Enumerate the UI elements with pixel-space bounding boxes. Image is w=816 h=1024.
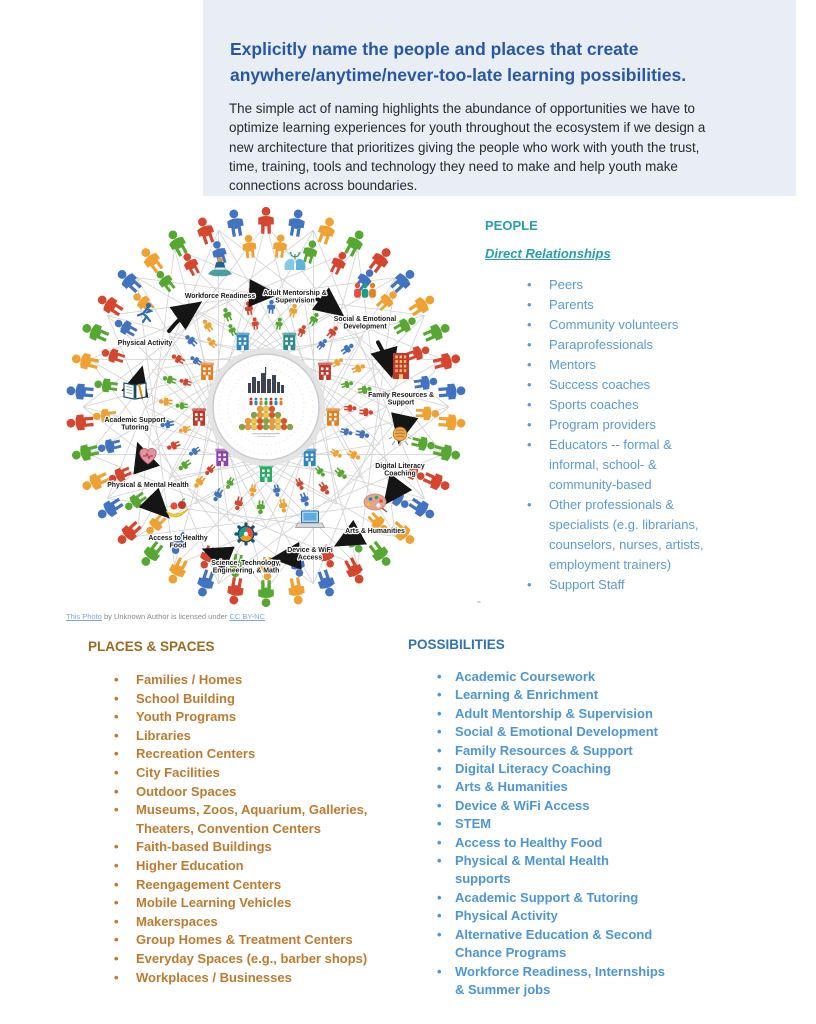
social-emotional-icon bbox=[354, 283, 376, 298]
list-item: • Sports coaches bbox=[521, 395, 711, 415]
station-label: Digital Literacy bbox=[375, 463, 425, 470]
list-item: • Makerspaces bbox=[108, 913, 370, 932]
adult-mentorship-icon bbox=[285, 252, 306, 270]
attribution-text: by Unknown Author is licensed under bbox=[101, 612, 230, 621]
direct-relationships-subheading: Direct Relationships bbox=[485, 246, 611, 261]
list-item: • STEM bbox=[431, 815, 667, 833]
list-item: • Recreation Centers bbox=[108, 745, 370, 764]
list-item: • Success coaches bbox=[521, 375, 711, 395]
ecosystem-diagram bbox=[34, 205, 484, 609]
station-label: Development bbox=[343, 323, 387, 331]
list-item: • Learning & Enrichment bbox=[431, 686, 667, 704]
stem-icon bbox=[235, 523, 258, 546]
list-item: • Arts & Humanities bbox=[431, 778, 667, 796]
places-list bbox=[108, 671, 370, 987]
people-list bbox=[521, 275, 711, 595]
list-item: • Support Staff bbox=[521, 575, 711, 595]
list-item: • Social & Emotional Development bbox=[431, 723, 667, 741]
list-item: • Physical Activity bbox=[431, 907, 667, 925]
list-item: • Reengagement Centers bbox=[108, 876, 370, 895]
license-link[interactable]: CC BY-NC bbox=[229, 612, 266, 621]
station-label: Coaching bbox=[384, 470, 416, 478]
list-item: • Digital Literacy Coaching bbox=[431, 760, 667, 778]
list-item: • Peers bbox=[521, 275, 711, 295]
possibilities-heading: POSSIBILITIES bbox=[408, 637, 505, 652]
list-item: • Mobile Learning Vehicles bbox=[108, 894, 370, 913]
list-item: • Parents bbox=[521, 295, 711, 315]
station-label: Physical & Mental Health bbox=[107, 482, 189, 489]
station-label: Adult Mentorship & bbox=[263, 290, 327, 297]
station-label: Academic Support bbox=[104, 417, 166, 424]
list-item: • Device & WiFi Access bbox=[431, 797, 667, 815]
station-label: Family Resources & bbox=[368, 392, 434, 399]
list-item: • Academic Coursework bbox=[431, 668, 667, 686]
station-label: Access bbox=[297, 554, 323, 562]
stray-dash-mark: - bbox=[477, 594, 481, 608]
list-item: • City Facilities bbox=[108, 764, 370, 783]
image-attribution bbox=[66, 612, 265, 621]
list-item: • Program providers bbox=[521, 415, 711, 435]
list-item: • Workforce Readiness, Internships & Summer jobs bbox=[431, 963, 667, 1000]
header-box bbox=[203, 0, 796, 196]
station-label: Device & WiFi bbox=[287, 547, 333, 554]
list-item: • Educators -- formal & informal, school- & community-based bbox=[521, 435, 711, 495]
station-label: Science, Technology, bbox=[211, 560, 281, 567]
list-item: • Other professionals & specialists (e.g. librarians, counselors, nurses, artists, employment trainers) bbox=[521, 495, 711, 575]
station-label: Supervision bbox=[275, 297, 315, 305]
list-item: • Higher Education bbox=[108, 857, 370, 876]
list-item: • Alternative Education & Second Chance Programs bbox=[431, 926, 667, 963]
workforce-readiness-icon bbox=[208, 257, 232, 276]
header-body-text: The simple act of naming highlights the abundance of opportunities we have to optimize learning experiences for youth throughout the ecosystem if we design a new architecture that prioritizes giving the people who work with youth the trust, time, training, tools and technology they need to make and help youth make connections across boundaries. bbox=[229, 101, 706, 194]
list-item: • Faith-based Buildings bbox=[108, 838, 370, 857]
people-heading: PEOPLE bbox=[485, 218, 538, 233]
possibilities-list bbox=[431, 668, 667, 999]
station-label: Food bbox=[169, 542, 187, 550]
list-item: • Museums, Zoos, Aquarium, Galleries, Theaters, Convention Centers bbox=[108, 801, 370, 838]
page-title: Explicitly name the people and places that create anywhere/anytime/never-too-late learning possibilities. bbox=[230, 39, 687, 85]
ecosystem-mandala-image bbox=[34, 205, 484, 609]
list-item: • Paraprofessionals bbox=[521, 335, 711, 355]
places-heading: PLACES & SPACES bbox=[88, 639, 215, 654]
list-item: • Academic Support & Tutoring bbox=[431, 889, 667, 907]
digital-literacy-icon bbox=[389, 427, 411, 446]
list-item: • Youth Programs bbox=[108, 708, 370, 727]
station-label: Engineering, & Math bbox=[212, 567, 280, 575]
list-item: • Everyday Spaces (e.g., barber shops) bbox=[108, 950, 370, 969]
station-label: Access to Healthy bbox=[148, 535, 208, 542]
station-label: Arts & Humanities bbox=[345, 528, 405, 535]
station-label: Tutoring bbox=[121, 424, 149, 432]
list-item: • Adult Mentorship & Supervision bbox=[431, 705, 667, 723]
station-label: Physical Activity bbox=[117, 340, 173, 347]
list-item: • Group Homes & Treatment Centers bbox=[108, 931, 370, 950]
station-label: Social & Emotional bbox=[333, 316, 397, 323]
list-item: • Community volunteers bbox=[521, 315, 711, 335]
list-item: • Outdoor Spaces bbox=[108, 783, 370, 802]
list-item: • School Building bbox=[108, 690, 370, 709]
list-item: • Physical & Mental Health supports bbox=[431, 852, 667, 889]
list-item: • Libraries bbox=[108, 727, 370, 746]
list-item: • Families / Homes bbox=[108, 671, 370, 690]
station-label: Workforce Readiness bbox=[184, 293, 256, 300]
list-item: • Family Resources & Support bbox=[431, 742, 667, 760]
list-item: • Access to Healthy Food bbox=[431, 834, 667, 852]
list-item: • Workplaces / Businesses bbox=[108, 969, 370, 988]
this-photo-link[interactable]: This Photo bbox=[66, 612, 102, 621]
station-label: Support bbox=[387, 399, 415, 407]
family-resources-icon bbox=[393, 353, 409, 379]
arts-humanities-icon bbox=[364, 494, 387, 512]
list-item: • Mentors bbox=[521, 355, 711, 375]
